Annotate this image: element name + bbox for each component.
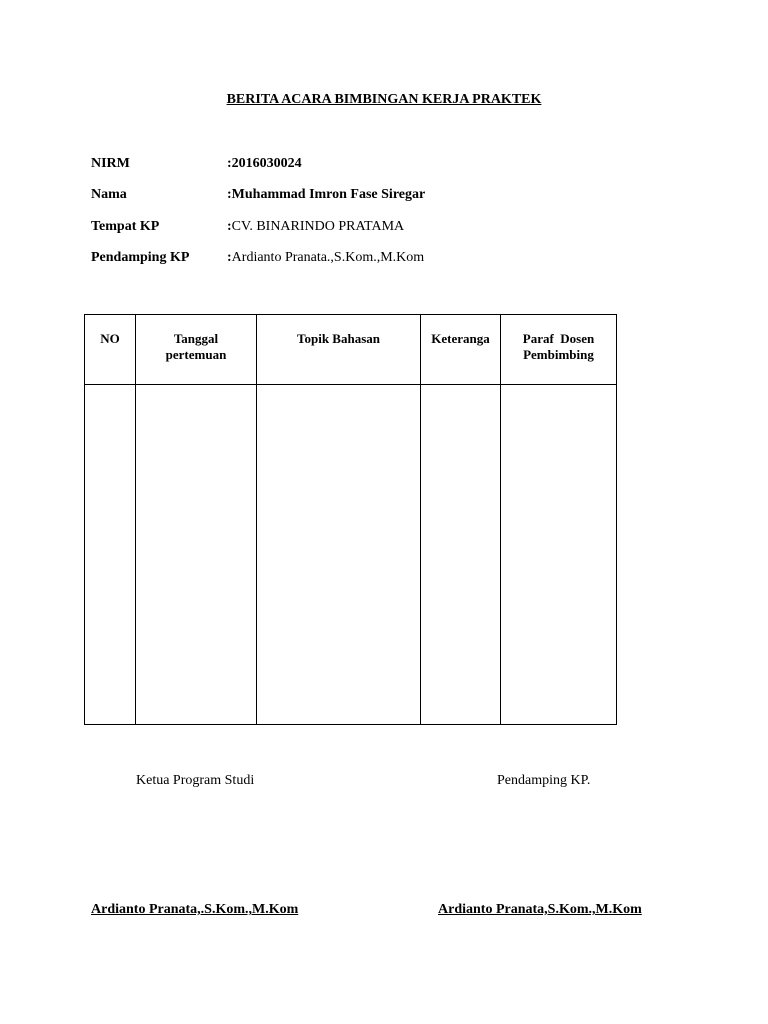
signature-name-left: Ardianto Pranata,.S.Kom.,M.Kom (91, 902, 299, 917)
pendamping-kp-value: Ardianto Pranata.,S.Kom.,M.Kom (231, 250, 425, 265)
colon: : (227, 250, 232, 265)
field-nirm (91, 156, 591, 174)
colon: : (227, 156, 232, 171)
header-paraf-line2: Pembimbing (523, 347, 594, 362)
colon: : (227, 187, 232, 202)
document-title: BERITA ACARA BIMBINGAN KERJA PRAKTEK (226, 92, 542, 107)
table-row (85, 385, 617, 725)
tempat-kp-value: CV. BINARINDO PRATAMA (231, 219, 405, 234)
table-header-row (85, 315, 617, 385)
field-label-nirm: NIRM (91, 156, 130, 171)
field-tempat-kp (91, 219, 591, 237)
field-value-pendamping-kp (227, 250, 424, 266)
signature-role-left: Ketua Program Studi (136, 773, 255, 788)
field-pendamping-kp (91, 250, 591, 268)
cell-no[interactable] (85, 385, 136, 725)
signature-name-right: Ardianto Pranata,S.Kom.,M.Kom (438, 902, 642, 917)
field-nama (91, 187, 591, 205)
header-paraf-line1: Paraf Dosen (522, 331, 595, 346)
header-keterangan: Keteranga (421, 315, 501, 385)
field-value-tempat-kp (227, 219, 404, 235)
field-label-pendamping-kp: Pendamping KP (91, 250, 190, 265)
field-value-nama (227, 187, 425, 203)
signature-role-right: Pendamping KP. (497, 773, 591, 788)
colon: : (227, 219, 232, 234)
cell-topik[interactable] (257, 385, 421, 725)
nama-value: Muhammad Imron Fase Siregar (231, 187, 426, 202)
cell-paraf[interactable] (501, 385, 617, 725)
header-tanggal-line2: pertemuan (165, 347, 227, 362)
header-tanggal-pertemuan (136, 315, 257, 385)
header-tanggal-line1: Tanggal (173, 331, 219, 346)
bimbingan-table (84, 314, 617, 725)
header-paraf-dosen (501, 315, 617, 385)
field-label-tempat-kp: Tempat KP (91, 219, 160, 234)
field-value-nirm (227, 156, 302, 172)
cell-keterangan[interactable] (421, 385, 501, 725)
field-label-nama: Nama (91, 187, 127, 202)
header-topik-bahasan: Topik Bahasan (257, 315, 421, 385)
nirm-value: 2016030024 (231, 156, 302, 171)
header-no: NO (85, 315, 136, 385)
cell-tanggal[interactable] (136, 385, 257, 725)
